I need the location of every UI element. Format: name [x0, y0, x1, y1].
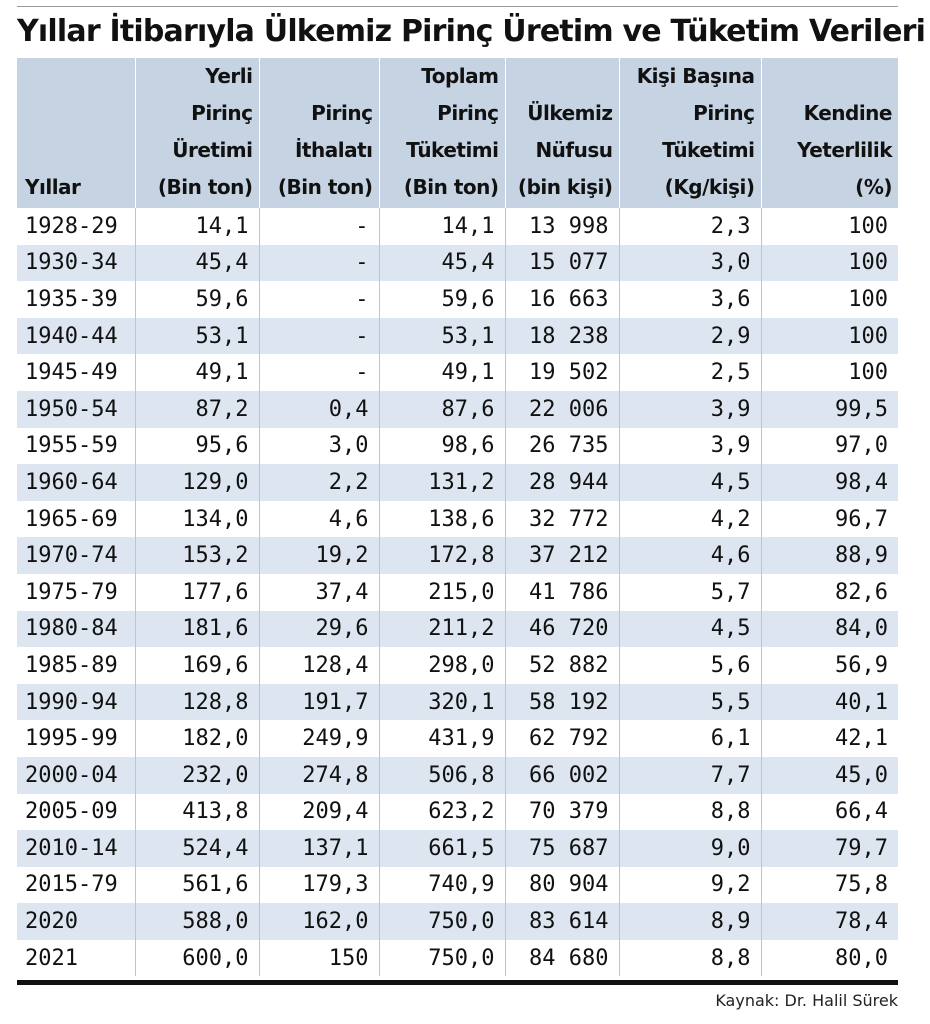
value-cell: 18 238: [505, 318, 619, 355]
header-line: Tüketimi: [406, 138, 499, 162]
value-cell: 45,4: [135, 245, 259, 282]
value-cell: 191,7: [259, 684, 379, 721]
year-cell: 2020: [17, 903, 135, 940]
header-line: Yeterlilik: [797, 138, 892, 162]
year-cell: 1990-94: [17, 684, 135, 721]
table-row: [17, 684, 898, 721]
value-cell: 98,4: [761, 464, 898, 501]
value-cell: 87,6: [379, 391, 505, 428]
value-cell: 78,4: [761, 903, 898, 940]
year-cell: 1945-49: [17, 354, 135, 391]
value-cell: 3,0: [259, 428, 379, 465]
header-line: Pirinç: [311, 101, 373, 125]
value-cell: 79,7: [761, 830, 898, 867]
header-population: [505, 58, 619, 208]
value-cell: 3,9: [619, 428, 761, 465]
value-cell: 58 192: [505, 684, 619, 721]
bottom-rule: [17, 980, 898, 985]
page-title: Yıllar İtibarıyla Ülkemiz Pirinç Üretim ve Tüketim Verileri: [17, 14, 926, 49]
value-cell: 14,1: [379, 208, 505, 245]
value-cell: 45,0: [761, 757, 898, 794]
value-cell: 750,0: [379, 940, 505, 977]
value-cell: -: [259, 208, 379, 245]
value-cell: 22 006: [505, 391, 619, 428]
value-cell: 137,1: [259, 830, 379, 867]
value-cell: 2,2: [259, 464, 379, 501]
value-cell: 37,4: [259, 574, 379, 611]
table-row: [17, 464, 898, 501]
value-cell: 232,0: [135, 757, 259, 794]
year-cell: 1975-79: [17, 574, 135, 611]
value-cell: 80,0: [761, 940, 898, 977]
value-cell: 14,1: [135, 208, 259, 245]
year-cell: 1985-89: [17, 647, 135, 684]
value-cell: 561,6: [135, 867, 259, 904]
value-cell: 37 212: [505, 537, 619, 574]
value-cell: 177,6: [135, 574, 259, 611]
year-cell: 2015-79: [17, 867, 135, 904]
header-total-consumption: [379, 58, 505, 208]
year-cell: 1970-74: [17, 537, 135, 574]
table-row: [17, 611, 898, 648]
value-cell: 29,6: [259, 611, 379, 648]
value-cell: 100: [761, 245, 898, 282]
value-cell: 153,2: [135, 537, 259, 574]
year-cell: 2000-04: [17, 757, 135, 794]
value-cell: 128,8: [135, 684, 259, 721]
year-cell: 1930-34: [17, 245, 135, 282]
value-cell: 179,3: [259, 867, 379, 904]
header-line: (Bin ton): [157, 175, 253, 199]
table-row: [17, 867, 898, 904]
value-cell: 84 680: [505, 940, 619, 977]
value-cell: 249,9: [259, 720, 379, 757]
table-row: [17, 574, 898, 611]
value-cell: 413,8: [135, 794, 259, 831]
value-cell: 100: [761, 208, 898, 245]
value-cell: 15 077: [505, 245, 619, 282]
top-rule: [17, 6, 898, 7]
value-cell: 274,8: [259, 757, 379, 794]
value-cell: 2,3: [619, 208, 761, 245]
header-line: Yerli: [205, 64, 253, 88]
year-cell: 2010-14: [17, 830, 135, 867]
value-cell: 8,8: [619, 940, 761, 977]
value-cell: 4,5: [619, 611, 761, 648]
value-cell: 9,2: [619, 867, 761, 904]
value-cell: -: [259, 281, 379, 318]
value-cell: 84,0: [761, 611, 898, 648]
value-cell: 49,1: [379, 354, 505, 391]
value-cell: 40,1: [761, 684, 898, 721]
year-cell: 1995-99: [17, 720, 135, 757]
table-header-row: [17, 58, 898, 208]
header-years: [17, 58, 135, 208]
value-cell: 32 772: [505, 501, 619, 538]
header-line: (bin kişi): [517, 175, 613, 199]
table-row: [17, 940, 898, 977]
table-row: [17, 720, 898, 757]
year-cell: 2005-09: [17, 794, 135, 831]
year-cell: 1928-29: [17, 208, 135, 245]
source-caption: Kaynak: Dr. Halil Sürek: [715, 991, 898, 1010]
value-cell: 4,6: [259, 501, 379, 538]
value-cell: 53,1: [135, 318, 259, 355]
value-cell: 41 786: [505, 574, 619, 611]
value-cell: 80 904: [505, 867, 619, 904]
table-row: [17, 318, 898, 355]
value-cell: 5,5: [619, 684, 761, 721]
header-domestic-production: [135, 58, 259, 208]
year-cell: 2021: [17, 940, 135, 977]
value-cell: 95,6: [135, 428, 259, 465]
value-cell: 600,0: [135, 940, 259, 977]
value-cell: 750,0: [379, 903, 505, 940]
value-cell: 42,1: [761, 720, 898, 757]
value-cell: 506,8: [379, 757, 505, 794]
value-cell: 2,9: [619, 318, 761, 355]
value-cell: -: [259, 245, 379, 282]
value-cell: 59,6: [135, 281, 259, 318]
value-cell: 150: [259, 940, 379, 977]
value-cell: 75,8: [761, 867, 898, 904]
table-row: [17, 391, 898, 428]
table-row: [17, 208, 898, 245]
value-cell: 5,7: [619, 574, 761, 611]
value-cell: 0,4: [259, 391, 379, 428]
header-line: (%): [855, 175, 892, 199]
table-row: [17, 281, 898, 318]
value-cell: 53,1: [379, 318, 505, 355]
value-cell: -: [259, 318, 379, 355]
value-cell: 2,5: [619, 354, 761, 391]
value-cell: 4,2: [619, 501, 761, 538]
header-line: Nüfusu: [535, 138, 613, 162]
value-cell: 75 687: [505, 830, 619, 867]
header-line: Kişi Başına: [636, 64, 755, 88]
header-line: (Kg/kişi): [664, 175, 755, 199]
header-imports: [259, 58, 379, 208]
year-cell: 1940-44: [17, 318, 135, 355]
value-cell: 8,9: [619, 903, 761, 940]
header-line: Pirinç: [693, 101, 755, 125]
value-cell: 162,0: [259, 903, 379, 940]
value-cell: 661,5: [379, 830, 505, 867]
year-cell: 1965-69: [17, 501, 135, 538]
year-cell: 1955-59: [17, 428, 135, 465]
value-cell: 88,9: [761, 537, 898, 574]
table-row: [17, 245, 898, 282]
value-cell: 215,0: [379, 574, 505, 611]
value-cell: 100: [761, 354, 898, 391]
value-cell: -: [259, 354, 379, 391]
value-cell: 46 720: [505, 611, 619, 648]
header-line: Tüketimi: [662, 138, 755, 162]
value-cell: 62 792: [505, 720, 619, 757]
value-cell: 99,5: [761, 391, 898, 428]
value-cell: 298,0: [379, 647, 505, 684]
value-cell: 66,4: [761, 794, 898, 831]
table-row: [17, 647, 898, 684]
value-cell: 97,0: [761, 428, 898, 465]
header-self-sufficiency: [761, 58, 898, 208]
header-line: Pirinç: [191, 101, 253, 125]
value-cell: 128,4: [259, 647, 379, 684]
year-cell: 1980-84: [17, 611, 135, 648]
value-cell: 59,6: [379, 281, 505, 318]
value-cell: 19,2: [259, 537, 379, 574]
value-cell: 56,9: [761, 647, 898, 684]
value-cell: 6,1: [619, 720, 761, 757]
header-line: Pirinç: [437, 101, 499, 125]
value-cell: 129,0: [135, 464, 259, 501]
value-cell: 134,0: [135, 501, 259, 538]
value-cell: 172,8: [379, 537, 505, 574]
header-line: (Bin ton): [277, 175, 373, 199]
value-cell: 209,4: [259, 794, 379, 831]
value-cell: 7,7: [619, 757, 761, 794]
value-cell: 9,0: [619, 830, 761, 867]
value-cell: 3,0: [619, 245, 761, 282]
table-row: [17, 794, 898, 831]
value-cell: 182,0: [135, 720, 259, 757]
value-cell: 181,6: [135, 611, 259, 648]
value-cell: 740,9: [379, 867, 505, 904]
table-row: [17, 903, 898, 940]
year-cell: 1950-54: [17, 391, 135, 428]
value-cell: 16 663: [505, 281, 619, 318]
value-cell: 96,7: [761, 501, 898, 538]
header-line: Üretimi: [172, 138, 253, 162]
value-cell: 66 002: [505, 757, 619, 794]
value-cell: 100: [761, 281, 898, 318]
value-cell: 524,4: [135, 830, 259, 867]
value-cell: 4,5: [619, 464, 761, 501]
value-cell: 49,1: [135, 354, 259, 391]
header-line: Yıllar: [25, 175, 81, 199]
value-cell: 8,8: [619, 794, 761, 831]
value-cell: 131,2: [379, 464, 505, 501]
value-cell: 211,2: [379, 611, 505, 648]
value-cell: 5,6: [619, 647, 761, 684]
header-per-capita-consumption: [619, 58, 761, 208]
value-cell: 3,6: [619, 281, 761, 318]
header-line: Kendine: [803, 101, 892, 125]
table-row: [17, 354, 898, 391]
table-row: [17, 757, 898, 794]
table-row: [17, 501, 898, 538]
header-line: Toplam: [421, 64, 499, 88]
value-cell: 320,1: [379, 684, 505, 721]
table-body: [17, 208, 898, 976]
header-line: İthalatı: [294, 138, 373, 162]
value-cell: 82,6: [761, 574, 898, 611]
table-row: [17, 537, 898, 574]
value-cell: 100: [761, 318, 898, 355]
value-cell: 87,2: [135, 391, 259, 428]
table-row: [17, 830, 898, 867]
value-cell: 83 614: [505, 903, 619, 940]
table-row: [17, 428, 898, 465]
value-cell: 45,4: [379, 245, 505, 282]
value-cell: 169,6: [135, 647, 259, 684]
value-cell: 588,0: [135, 903, 259, 940]
value-cell: 98,6: [379, 428, 505, 465]
value-cell: 623,2: [379, 794, 505, 831]
value-cell: 13 998: [505, 208, 619, 245]
year-cell: 1960-64: [17, 464, 135, 501]
value-cell: 70 379: [505, 794, 619, 831]
rice-data-table: [17, 58, 898, 976]
value-cell: 52 882: [505, 647, 619, 684]
header-line: (Bin ton): [403, 175, 499, 199]
value-cell: 3,9: [619, 391, 761, 428]
value-cell: 19 502: [505, 354, 619, 391]
year-cell: 1935-39: [17, 281, 135, 318]
header-line: Ülkemiz: [527, 101, 613, 125]
value-cell: 28 944: [505, 464, 619, 501]
value-cell: 4,6: [619, 537, 761, 574]
value-cell: 138,6: [379, 501, 505, 538]
value-cell: 26 735: [505, 428, 619, 465]
value-cell: 431,9: [379, 720, 505, 757]
